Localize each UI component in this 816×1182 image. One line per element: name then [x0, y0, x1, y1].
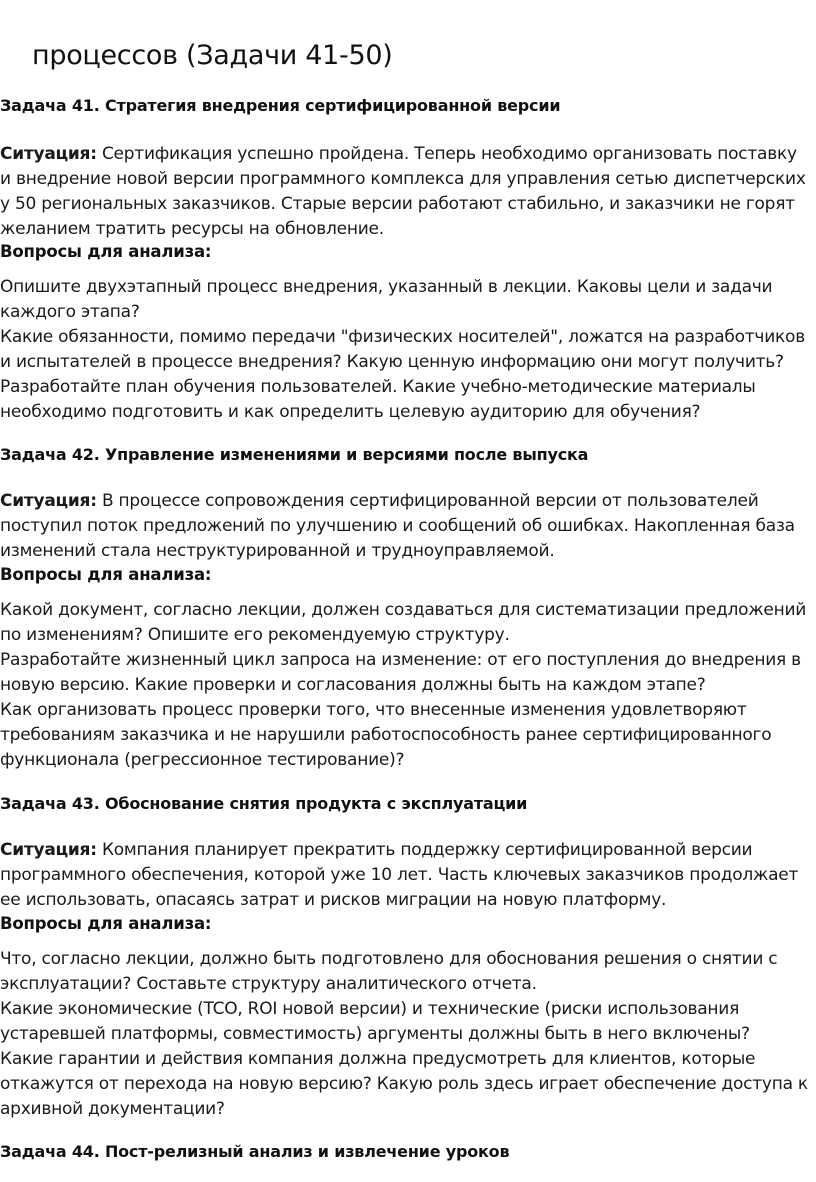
task-41-questions [0, 275, 808, 425]
situation-text: Компания планирует прекратить поддержку сертифицированной версии программного обеспечения, которой уже 10 лет. Часть ключевых заказчиков продолжает ее использовать, опасаясь затрат и рисков миграции на новую платформу. [0, 840, 799, 910]
task-41-situation [0, 142, 808, 242]
task-42-situation [0, 489, 808, 564]
situation-text: Сертификация успешно пройдена. Теперь необходимо организовать поставку и внедрение новой версии программного комплекса для управления сетью диспетчерских у 50 региональных заказчиков. Старые версии работают стабильно, и заказчики не горят желанием тратить ресурсы на обновление. [0, 144, 806, 239]
task-42-heading: Задача 42. Управление изменениями и версиями после выпуска [0, 445, 589, 464]
task-43-questions [0, 947, 808, 1122]
task-43-situation [0, 838, 808, 913]
question-item: Что, согласно лекции, должно быть подготовлено для обоснования решения о снятии с эксплуатации? Составьте структуру аналитического отчета. [0, 949, 778, 994]
task-41-heading: Задача 41. Стратегия внедрения сертифицированной версии [0, 96, 561, 115]
page-title: процессов (Задачи 41-50) [32, 40, 393, 71]
task-42-questions [0, 598, 808, 773]
situation-label: Ситуация: [0, 491, 97, 511]
task-41-questions-label: Вопросы для анализа: [0, 242, 212, 261]
question-item: Как организовать процесс проверки того, что внесенные изменения удовлетворяют требованиям заказчика и не нарушили работоспособность ранее сертифицированного функционала (регрессионное тестирование)? [0, 700, 772, 770]
question-item: Разработайте жизненный цикл запроса на изменение: от его поступления до внедрения в новую версию. Какие проверки и согласования должны быть на каждом этапе? [0, 650, 801, 695]
task-42-questions-label: Вопросы для анализа: [0, 565, 212, 584]
question-item: Какие обязанности, помимо передачи "физических носителей", ложатся на разработчиков и испытателей в процессе внедрения? Какую ценную информацию они могут получить? [0, 327, 805, 372]
task-44-heading: Задача 44. Пост-релизный анализ и извлечение уроков [0, 1142, 510, 1161]
task-43-questions-label: Вопросы для анализа: [0, 914, 212, 933]
question-item: Какой документ, согласно лекции, должен создаваться для систематизации предложений по изменениям? Опишите его рекомендуемую структуру. [0, 600, 807, 645]
situation-text: В процессе сопровождения сертифицированной версии от пользователей поступил поток предложений по улучшению и сообщений об ошибках. Накопленная база изменений стала неструктурированной и трудноуправляемой. [0, 491, 795, 561]
task-43-heading: Задача 43. Обоснование снятия продукта с эксплуатации [0, 794, 528, 813]
situation-label: Ситуация: [0, 144, 97, 164]
question-item: Какие экономические (TCO, ROI новой версии) и технические (риски использования устаревшей платформы, совместимость) аргументы должны быть в него включены? [0, 999, 750, 1044]
question-item: Разработайте план обучения пользователей. Какие учебно-методические материалы необходимо подготовить и как определить целевую аудиторию для обучения? [0, 377, 756, 422]
situation-label: Ситуация: [0, 840, 97, 860]
question-item: Опишите двухэтапный процесс внедрения, указанный в лекции. Каковы цели и задачи каждого этапа? [0, 277, 773, 322]
question-item: Какие гарантии и действия компания должна предусмотреть для клиентов, которые откажутся от перехода на новую версию? Какую роль здесь играет обеспечение доступа к архивной документации? [0, 1049, 808, 1119]
